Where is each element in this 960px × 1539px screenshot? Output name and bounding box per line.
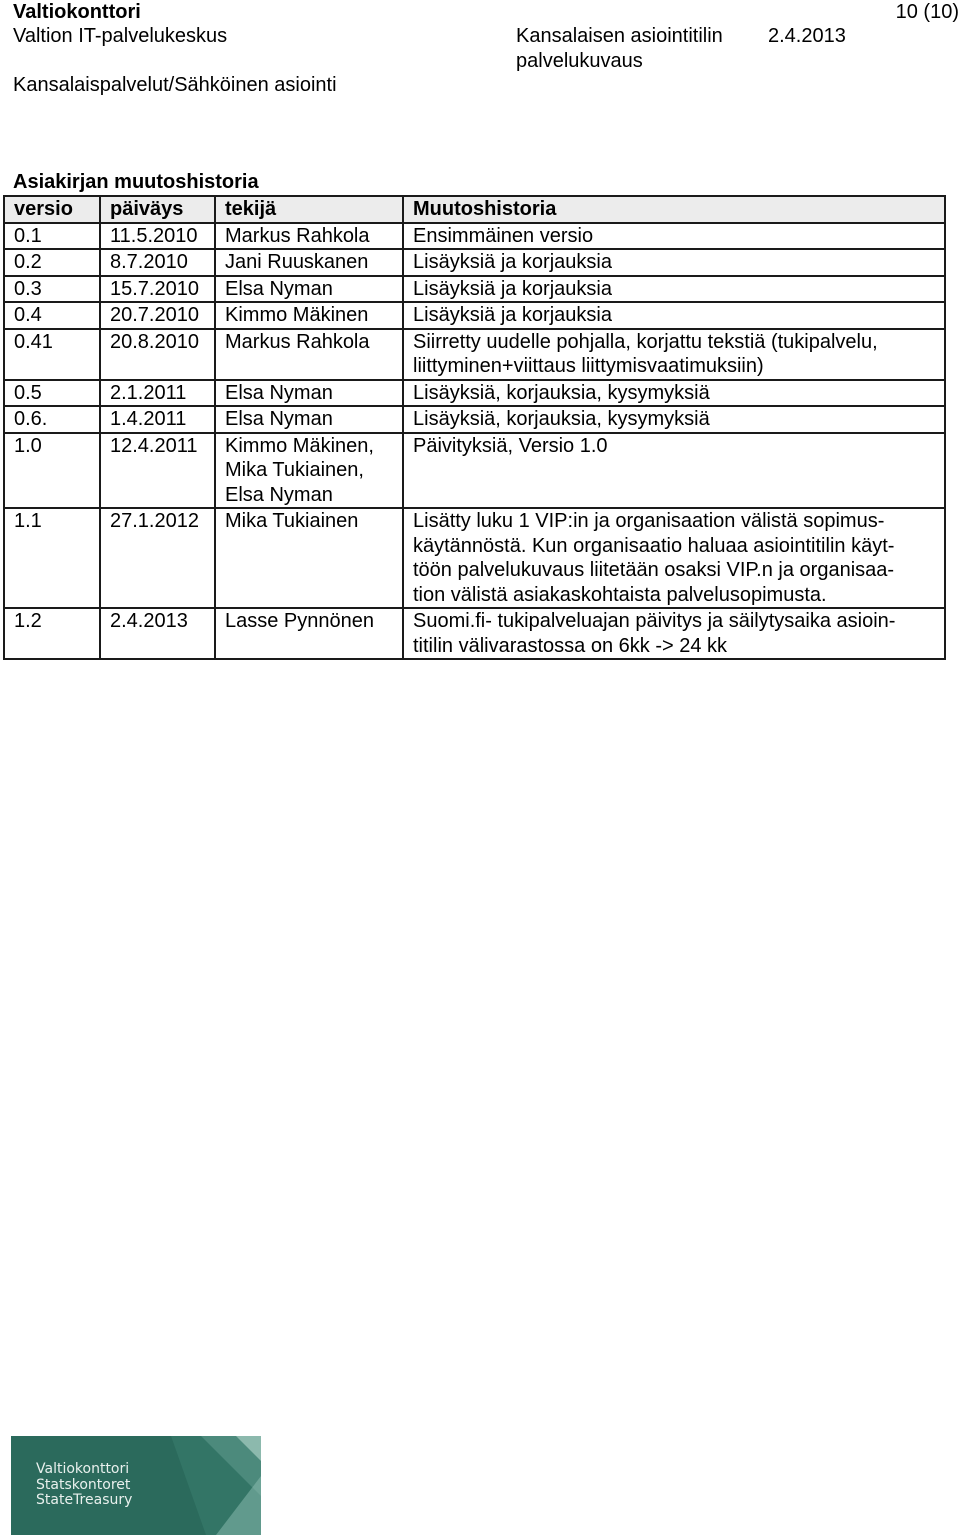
unit-name: Kansalaispalvelut/Sähköinen asiointi [13, 74, 337, 96]
change-cell-line: tion välistä asiakaskohtaista palvelusopimusta. [413, 583, 827, 606]
change-cell-line: titilin välivarastossa on 6kk -> 24 kk [413, 634, 728, 657]
date-cell: 11.5.2010 [100, 223, 215, 250]
change-cell [403, 302, 945, 329]
column-header-version: versio [4, 196, 100, 223]
table-row [4, 406, 945, 433]
author-cell [215, 276, 403, 303]
date-cell: 12.4.2011 [100, 433, 215, 509]
author-cell [215, 302, 403, 329]
date-cell: 2.1.2011 [100, 380, 215, 407]
change-cell [403, 380, 945, 407]
table-row [4, 302, 945, 329]
author-cell-line: Mika Tukiainen, [225, 459, 364, 481]
table-row [4, 223, 945, 250]
document-title-line2: palvelukuvaus [516, 50, 643, 72]
change-cell-line: Lisäyksiä ja korjauksia [413, 304, 612, 326]
version-cell: 0.2 [4, 249, 100, 276]
org-name: Valtiokonttori [13, 1, 141, 23]
history-heading: Asiakirjan muutoshistoria [13, 171, 259, 193]
author-cell [215, 406, 403, 433]
change-cell-line: Siirretty uudelle pohjalla, korjattu tekstiä (tukipalvelu, [413, 330, 878, 353]
change-cell-line: Ensimmäinen versio [413, 224, 594, 247]
version-cell: 1.1 [4, 508, 100, 608]
author-cell-line: Markus Rahkola [225, 330, 370, 353]
author-cell-line: Mika Tukiainen [225, 510, 359, 532]
version-cell: 0.6. [4, 406, 100, 433]
page-number: 10 (10) [895, 1, 959, 23]
date-cell: 1.4.2011 [100, 406, 215, 433]
change-cell [403, 276, 945, 303]
table-header-row [4, 196, 945, 223]
change-cell-line: Lisätty luku 1 VIP:in ja organisaation välistä sopimus- [413, 510, 885, 532]
author-cell-line: Elsa Nyman [225, 277, 333, 300]
change-cell-line: käytännöstä. Kun organisaatio haluaa asiointitilin käyt- [413, 534, 895, 557]
column-header-date: päiväys [100, 196, 215, 223]
change-cell [403, 223, 945, 250]
logo-line-1: Valtiokonttori [36, 1461, 130, 1477]
version-cell: 0.1 [4, 223, 100, 250]
change-cell-line: Lisäyksiä ja korjauksia [413, 251, 612, 273]
table-row [4, 380, 945, 407]
version-cell: 1.0 [4, 433, 100, 509]
table-row [4, 608, 945, 659]
change-cell-line: töön palvelukuvaus liitetään osaksi VIP.n ja organisaa- [413, 559, 895, 581]
author-cell-line: Elsa Nyman [225, 381, 333, 404]
author-cell-line: Markus Rahkola [225, 224, 370, 247]
author-cell-line: Jani Ruuskanen [225, 251, 369, 273]
logo-line-3: StateTreasury [36, 1492, 133, 1508]
change-cell [403, 508, 945, 608]
change-history-table [3, 195, 946, 660]
logo-line-2: Statskontoret [36, 1476, 131, 1493]
author-cell-line: Elsa Nyman [225, 483, 333, 506]
author-cell-line: Elsa Nyman [225, 408, 333, 430]
author-cell [215, 249, 403, 276]
date-cell: 20.7.2010 [100, 302, 215, 329]
version-cell: 0.5 [4, 380, 100, 407]
change-cell [403, 433, 945, 509]
author-cell [215, 380, 403, 407]
table-row [4, 276, 945, 303]
change-cell-line: Lisäyksiä, korjauksia, kysymyksiä [413, 408, 710, 430]
column-header-author: tekijä [215, 196, 403, 223]
author-cell [215, 433, 403, 509]
change-cell [403, 406, 945, 433]
table-row [4, 433, 945, 509]
change-cell-line: Lisäyksiä ja korjauksia [413, 277, 612, 300]
change-cell-line: Lisäyksiä, korjauksia, kysymyksiä [413, 381, 710, 404]
table-body [4, 223, 945, 660]
valtiokonttori-logo [11, 1436, 261, 1535]
date-cell: 8.7.2010 [100, 249, 215, 276]
author-cell-line: Kimmo Mäkinen [225, 304, 369, 326]
author-cell [215, 223, 403, 250]
table-row [4, 508, 945, 608]
document-date: 2.4.2013 [768, 25, 846, 47]
change-cell [403, 249, 945, 276]
table-row [4, 249, 945, 276]
version-cell: 0.3 [4, 276, 100, 303]
version-cell: 0.4 [4, 302, 100, 329]
document-title-line1: Kansalaisen asiointitilin [516, 25, 723, 47]
version-cell: 1.2 [4, 608, 100, 659]
column-header-changes: Muutoshistoria [403, 196, 945, 223]
table-row [4, 329, 945, 380]
author-cell [215, 329, 403, 380]
change-cell [403, 608, 945, 659]
change-cell-line: Päivityksiä, Versio 1.0 [413, 434, 608, 457]
change-cell [403, 329, 945, 380]
date-cell: 15.7.2010 [100, 276, 215, 303]
version-cell: 0.41 [4, 329, 100, 380]
date-cell: 2.4.2013 [100, 608, 215, 659]
author-cell-line: Kimmo Mäkinen, [225, 434, 374, 457]
department-name: Valtion IT-palvelukeskus [13, 25, 228, 47]
author-cell-line: Lasse Pynnönen [225, 610, 375, 632]
author-cell [215, 508, 403, 608]
date-cell: 20.8.2010 [100, 329, 215, 380]
author-cell [215, 608, 403, 659]
change-cell-line: Suomi.fi- tukipalveluajan päivitys ja säilytysaika asioin- [413, 610, 896, 632]
change-cell-line: liittyminen+viittaus liittymisvaatimuksiin) [413, 355, 764, 377]
date-cell: 27.1.2012 [100, 508, 215, 608]
